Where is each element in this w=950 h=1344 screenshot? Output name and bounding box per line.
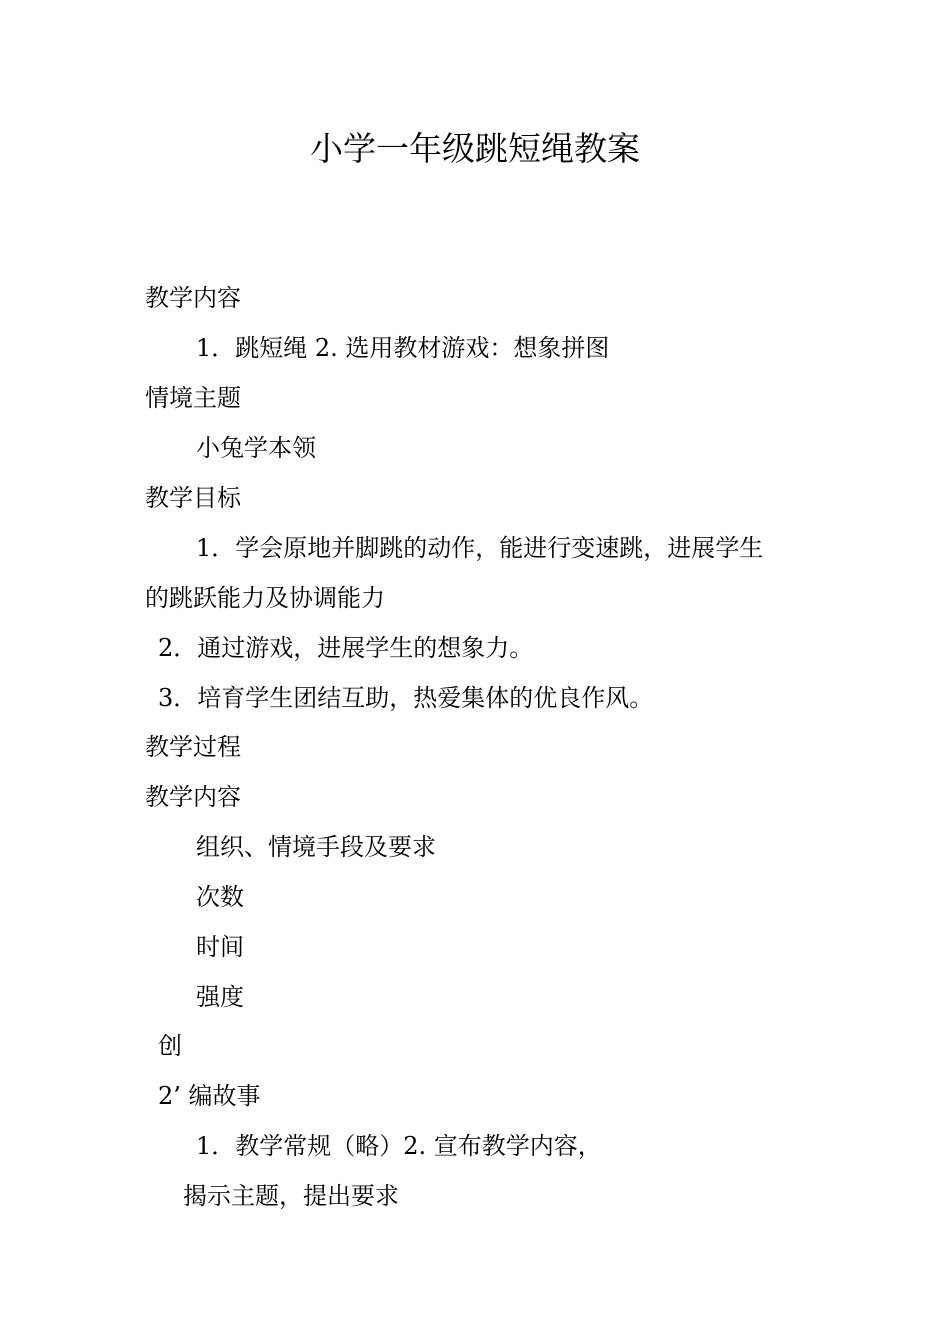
- section-heading-objectives: 教学目标: [145, 484, 241, 512]
- table-header-time: 时间: [196, 933, 244, 961]
- objective-1: 1．学会原地并脚跳的动作，能进行变速跳，进展学生: [196, 534, 764, 562]
- stage-time-story: 2’ 编故事: [158, 1082, 261, 1110]
- stage-step-1-continued: 揭示主题，提出要求: [183, 1182, 399, 1210]
- section-heading-theme: 情境主题: [145, 384, 241, 412]
- section-heading-content: 教学内容: [145, 284, 241, 312]
- theme-text: 小兔学本领: [196, 434, 316, 462]
- table-header-organization: 组织、情境手段及要求: [196, 833, 436, 861]
- table-header-intensity: 强度: [196, 983, 244, 1011]
- stage-step-1: 1．教学常规（略）2. 宣布教学内容，: [196, 1132, 602, 1160]
- table-header-content: 教学内容: [145, 783, 241, 811]
- table-header-count: 次数: [196, 883, 244, 911]
- objective-3: 3．培育学生团结互助，热爱集体的优良作风。: [158, 684, 654, 712]
- section-heading-process: 教学过程: [145, 733, 241, 761]
- stage-label: 创: [158, 1032, 182, 1060]
- objective-1-continued: 的跳跃能力及协调能力: [145, 584, 385, 612]
- content-items: 1．跳短绳 2. 选用教材游戏：想象拼图: [196, 334, 610, 362]
- objective-2: 2．通过游戏，进展学生的想象力。: [158, 634, 534, 662]
- document-title: 小学一年级跳短绳教案: [310, 129, 640, 168]
